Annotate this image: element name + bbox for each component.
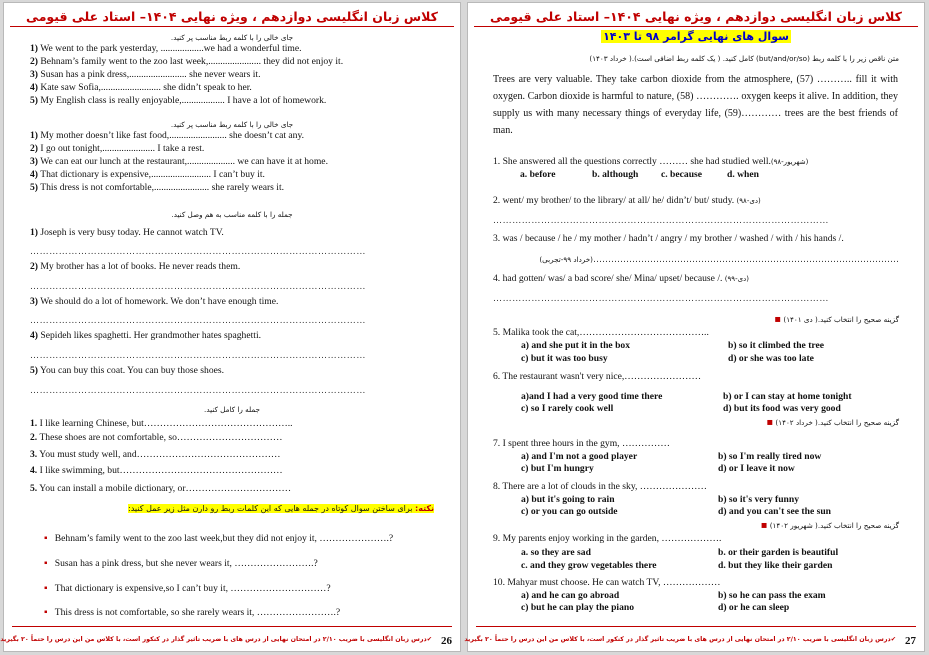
section1-list — [30, 42, 343, 107]
bullet-icon: ▪ — [44, 558, 48, 569]
list-item: 1. I like learning Chinese, but……………………………………….. — [30, 418, 293, 429]
header-rule — [10, 26, 454, 27]
list-item: 4. I like swimming, but…………………………………………… — [30, 465, 283, 476]
q8-option[interactable]: d) and you can't see the sun — [718, 506, 832, 517]
list-item: 1) We went to the park yesterday, ..................we had a wonderful time. — [30, 43, 302, 54]
page-number: 26 — [441, 635, 452, 647]
subtitle: سوال های نهایی گرامر ۹۸ تا ۱۴۰۳ — [603, 30, 789, 43]
q1-option[interactable]: c. because — [661, 169, 703, 180]
q6-option[interactable]: c) so I rarely cook well — [521, 403, 614, 414]
section4-instruction: جمله را کامل کنید. — [204, 405, 260, 414]
answer-line[interactable]: …………………………………………………………………………………………… — [30, 315, 366, 325]
answer-line[interactable]: …………………………………………………………………………………………… — [493, 293, 829, 303]
passage-instruction: متن ناقص زیر را با کلمه ربط (but/and/or/so) کامل کنید. ( یک کلمه ربط اضافی است).( خرداد ۱۴۰۳) — [589, 54, 899, 63]
question-4: 4. had gotten/ was/ a bad score/ she/ Mina/ upset/ because /. (دی-۹۹) — [493, 273, 749, 284]
answer-line[interactable]: …………………………………………………………………………………………… — [30, 246, 366, 256]
page-header-title: کلاس زبان انگلیسی دوازدهم ، ویژه نهایی ۱۴۰۴– استاد علی قیومی — [26, 9, 438, 24]
q7-option[interactable]: c) but I'm hungry — [521, 463, 594, 474]
q5-option[interactable]: b) so it climbed the tree — [728, 340, 825, 351]
q9-option[interactable]: d. but they like their garden — [718, 560, 833, 571]
q7-option[interactable]: d) or I leave it now — [718, 463, 795, 474]
tag-item: ▪ That dictionary is expensive,so I can’t buy it, …………………………? — [44, 583, 331, 594]
header-rule — [474, 26, 918, 27]
q10-option[interactable]: d) or he can sleep — [718, 602, 790, 613]
page-right — [464, 2, 925, 652]
bullet-icon: ▪ — [44, 607, 48, 618]
question-2: 2. went/ my brother/ to the library/ at all/ he/ didn’t/ but/ study. (دی-۹۸) — [493, 195, 761, 206]
q6-option[interactable]: d) but its food was very good — [723, 403, 841, 414]
list-item: 3. You must study well, and……………………………………… — [30, 449, 281, 460]
question-9: 9. My parents enjoy working in the garden, ………………. — [493, 533, 722, 544]
list-item: 4) That dictionary is expensive,......................... I can’t buy it. — [30, 169, 265, 180]
tag-item: ▪ Susan has a pink dress, but she never wears it, …………………….? — [44, 558, 318, 569]
tag-item: ▪ Behnam’s family went to the zoo last week,but they did not enjoy it, ………………….? — [44, 533, 394, 544]
q10-option[interactable]: a) and he can go abroad — [521, 590, 620, 601]
subtitle-wrap — [468, 30, 924, 44]
section2-list — [30, 129, 328, 194]
list-item: 3) We can eat our lunch at the restaurant,.................... we can have it at home. — [30, 156, 328, 167]
footer-note: ✔درس زبان انگلیسی با ضریب ۲/۱۰ در امتحان نهایی از درس های با ضریب تاثیر گذار در کنکور است، با کلاس من این درس را حتماً ۲۰ بگیرید — [0, 636, 432, 643]
list-item: 3) We should do a lot of homework. We don’t have enough time. — [30, 296, 279, 307]
note-text: برای ساختن سوال کوتاه در جمله هایی که این کلمات ربط رو دارن مثل زیر عمل کنید: — [128, 504, 413, 513]
bullet-icon: ▪ — [44, 583, 48, 594]
q7-option[interactable]: b) so I'm really tired now — [718, 451, 822, 462]
answer-line[interactable]: …………………………………………………………………………………………… — [30, 281, 366, 291]
list-item: 1) My mother doesn’t like fast food,........................ she doesn’t cat any. — [30, 130, 305, 141]
q5-option[interactable]: d) or she was too late — [728, 353, 814, 364]
q5-option[interactable]: c) but it was too busy — [521, 353, 608, 364]
question-1: 1. She answered all the questions correctly ……… she had studied well.(شهریور-۹۸) — [493, 156, 809, 167]
q8-option[interactable]: b) so it's very funny — [718, 494, 800, 505]
list-item: 5) You can buy this coat. You can buy those shoes. — [30, 365, 225, 376]
passage: Trees are very valuable. They take carbon dioxide from the atmosphere, (57) ……….. fill it with oxygen. Carbon dioxide is harmful to nature, (58) …………. oxygen keeps it alive. In addition, they supply us with many necessary things of everyday life, (59)………… trees are the best friends of man. — [493, 74, 898, 136]
q3-source: …………………………………………………………………………………………(خرداد ۹۹-تجربی) — [539, 255, 899, 265]
q5-option[interactable]: a) and she put it in the box — [521, 340, 631, 351]
list-item: 5) My English class is really enjoyable,.................. I have a lot of homework. — [30, 95, 327, 106]
question-5: 5. Malika took the cat,………………………………….. — [493, 327, 709, 338]
mc-instruction: گزینه صحیح را انتخاب کنید.( دی ۱۴۰۱) ▪ — [774, 314, 899, 325]
q6-option[interactable]: a)and I had a very good time there — [521, 391, 663, 402]
question-7: 7. I spent three hours in the gym, …………… — [493, 438, 670, 449]
question-8: 8. There are a lot of clouds in the sky, ………………… — [493, 481, 707, 492]
q1-option[interactable]: a. before — [520, 169, 556, 180]
question-6: 6. The restaurant wasn't very nice,…………………… — [493, 371, 702, 382]
q8-option[interactable]: c) or you can go outside — [521, 506, 618, 517]
answer-line[interactable]: …………………………………………………………………………………………… — [30, 385, 366, 395]
section3-instruction: جمله را با کلمه مناسب به هم وصل کنید. — [171, 210, 293, 219]
question-3: 3. was / because / he / my mother / hadn’t / angry / my brother / washed / with / his hands /. — [493, 233, 844, 244]
list-item: 3) Susan has a pink dress,........................ she never wears it. — [30, 69, 261, 80]
q6-option[interactable]: b) or I can stay at home tonight — [723, 391, 852, 402]
q9-option[interactable]: a. so they are sad — [521, 547, 591, 558]
q1-option[interactable]: d. when — [727, 169, 759, 180]
section2-instruction: جای خالی را با کلمه ربط مناسب پر کنید. — [170, 120, 294, 129]
page-number: 27 — [905, 635, 916, 647]
list-item: 2) My brother has a lot of books. He never reads them. — [30, 261, 241, 272]
q7-option[interactable]: a) and I'm not a good player — [521, 451, 638, 462]
tag-item: ▪ This dress is not comfortable, so she rarely wears it, …………………….? — [44, 607, 341, 618]
page-header-title: کلاس زبان انگلیسی دوازدهم ، ویژه نهایی ۱۴۰۴– استاد علی قیومی — [490, 9, 902, 24]
section1-instruction: جای خالی را با کلمه ربط مناسب پر کنید. — [170, 33, 294, 42]
list-item: 5) This dress is not comfortable,....................... she rarely wears it. — [30, 182, 285, 193]
mc-instruction: گزینه صحیح را انتخاب کنید.( شهریور ۱۴۰۲) ▪ — [760, 520, 899, 531]
q1-option[interactable]: b. although — [592, 169, 639, 180]
list-item: 4) Sepideh likes spaghetti. Her grandmother hates spaghetti. — [30, 330, 262, 341]
list-item: 2) Behnam’s family went to the zoo last week,...................... they did not enjoy it. — [30, 56, 344, 67]
mc-instruction: گزینه صحیح را انتخاب کنید.( خرداد ۱۴۰۲) ▪ — [766, 417, 899, 428]
page-left — [0, 2, 461, 652]
question-10: 10. Mahyar must choose. He can watch TV, ……………… — [493, 577, 721, 588]
answer-line[interactable]: …………………………………………………………………………………………… — [493, 215, 829, 225]
note-box — [128, 502, 434, 515]
footer-rule — [476, 626, 916, 627]
list-item: 5. You can install a mobile dictionary, or…………………………… — [30, 483, 292, 494]
q10-option[interactable]: c) but he can play the piano — [521, 602, 635, 613]
footer-note: ✔درس زبان انگلیسی با ضریب ۲/۱۰ در امتحان نهایی از درس های با ضریب تاثیر گذار در کنکور است، با کلاس من این درس را حتماً ۲۰ بگیرید — [464, 636, 896, 643]
list-item: 2. These shoes are not comfortable, so…………………………… — [30, 432, 283, 443]
list-item: 2) I go out tonight,...................... I take a rest. — [30, 143, 205, 154]
footer-rule — [12, 626, 452, 627]
note-label: نکته: — [415, 504, 434, 513]
list-item: 4) Kate saw Sofia,......................... she didn’t speak to her. — [30, 82, 252, 93]
q8-option[interactable]: a) but it's going to rain — [521, 494, 615, 505]
bullet-icon: ▪ — [44, 533, 48, 544]
q9-option[interactable]: b. or their garden is beautiful — [718, 547, 839, 558]
q9-option[interactable]: c. and they grow vegetables there — [521, 560, 657, 571]
answer-line[interactable]: …………………………………………………………………………………………… — [30, 350, 366, 360]
list-item: 1) Joseph is very busy today. He cannot watch TV. — [30, 227, 224, 238]
q10-option[interactable]: b) so he can pass the exam — [718, 590, 826, 601]
